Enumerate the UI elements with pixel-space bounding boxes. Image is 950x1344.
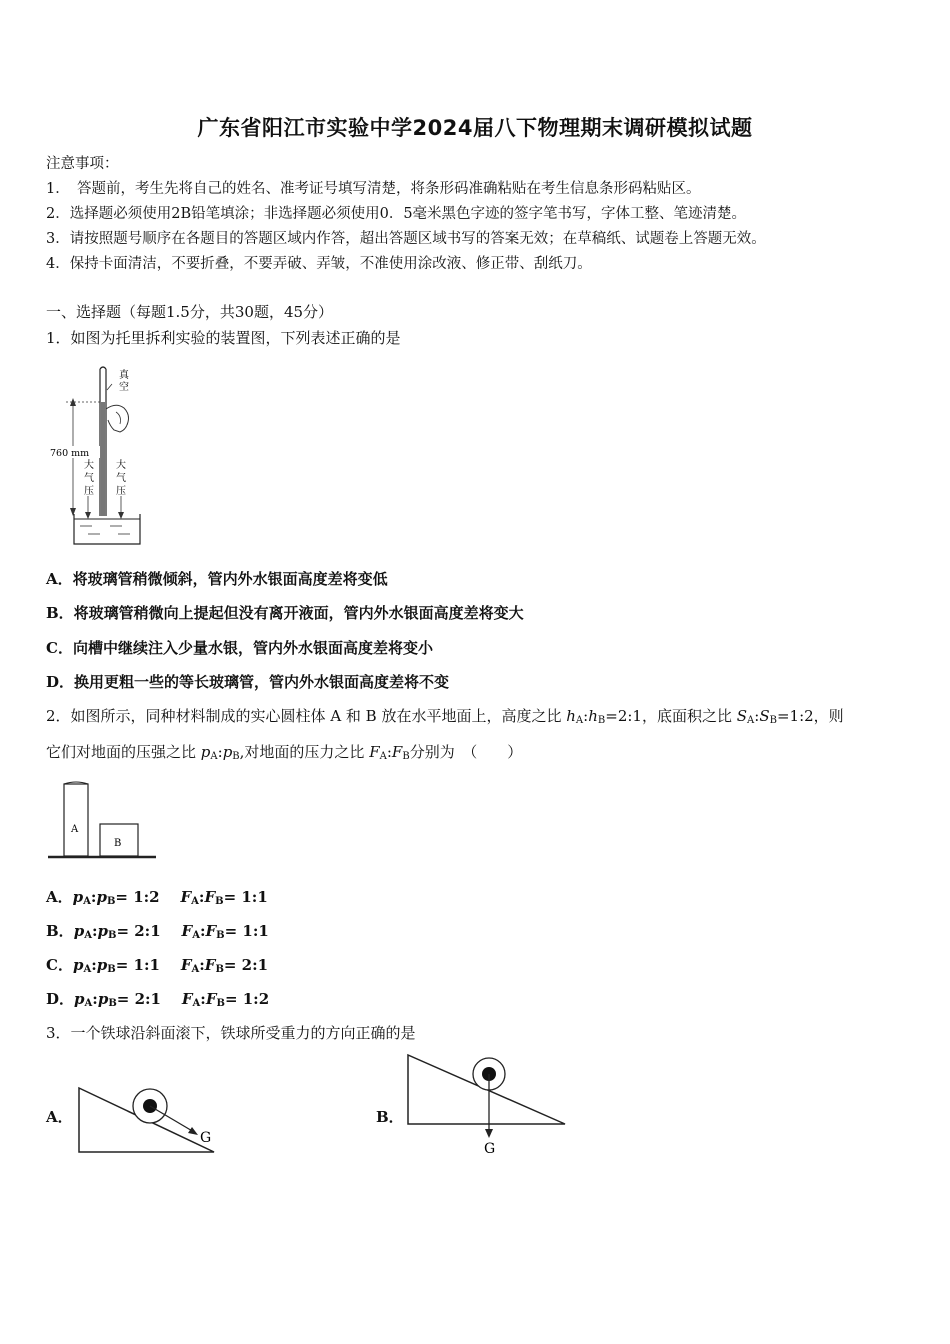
q1-atm-left-1: 大	[84, 460, 94, 471]
q1-atm-right-1: 大	[116, 460, 126, 471]
notice-item-2: 2．选择题必须使用2B铅笔填涂；非选择题必须使用0．5毫米黑色字迹的签字笔书写，字体工整、笔迹清楚。	[46, 206, 747, 222]
q2-option-c: C．$p_A:p_B=$ 1:1 $F_A:F_B=$ 2:1	[46, 956, 269, 975]
q2-label-b: B	[114, 838, 122, 849]
q1-atm-right-2: 气	[116, 473, 126, 484]
q1-atm-right-3: 压	[116, 486, 126, 497]
q1-stem: 1．如图为托里拆利实验的装置图，下列表述正确的是	[46, 329, 401, 347]
q1-atm-left-3: 压	[84, 486, 94, 497]
q3-b-g-label: G	[484, 1141, 496, 1157]
q3-option-a-label: A．	[46, 1108, 73, 1126]
q1-option-a: A．将玻璃管稍微倾斜，管内外水银面高度差将变低	[46, 570, 388, 588]
q2-label-a: A	[71, 824, 79, 835]
q3-stem: 3．一个铁球沿斜面滚下，铁球所受重力的方向正确的是	[46, 1024, 416, 1042]
q2-stem-line1: 2．如图所示，同种材料制成的实心圆柱体 A 和 B 放在水平地面上，高度之比 $h_A:h_B=2:1$，底面积之比 $S_A:S_B=1:2$，则	[46, 707, 844, 726]
page-title: 广东省阳江市实验中学2024届八下物理期末调研模拟试题	[197, 116, 753, 140]
q1-option-c: C．向槽中继续注入少量水银，管内外水银面高度差将变小	[46, 639, 433, 657]
q2-option-b: B．$p_A:p_B=$ 2:1 $F_A:F_B=$ 1:1	[46, 922, 269, 941]
notice-heading: 注意事项：	[46, 156, 119, 172]
notice-item-4: 4．保持卡面清洁，不要折叠，不要弄破、弄皱，不准使用涂改液、修正带、刮纸刀。	[46, 256, 592, 272]
q3-option-b-label: B．	[376, 1108, 404, 1126]
q1-option-b: B．将玻璃管稍微向上提起但没有离开液面，管内外水银面高度差将变大	[46, 604, 524, 622]
q2-option-a: A．$p_A:p_B=$ 1:2 $F_A:F_B=$ 1:1	[46, 888, 268, 907]
q1-label-kong: 空	[119, 382, 129, 393]
q1-option-d: D．换用更粗一些的等长玻璃管，管内外水银面高度差将不变	[46, 673, 450, 691]
q1-label-zhen: 真	[119, 370, 129, 381]
q1-height-label: 760 mm	[50, 448, 90, 459]
q1-atm-left-2: 气	[84, 473, 94, 484]
q3-a-g-label: G	[200, 1130, 212, 1146]
q3-option-a-figure	[76, 1080, 221, 1160]
q2-stem-line2: 它们对地面的压强之比 $p_A:p_B$,对地面的压力之比 $F_A:F_B$分别为 （ ）	[46, 743, 523, 762]
q1-torricelli-figure	[46, 364, 156, 549]
notice-item-3: 3．请按照题号顺序在各题目的答题区域内作答，超出答题区域书写的答案无效；在草稿纸、试题卷上答题无效。	[46, 231, 766, 247]
section-heading: 一、选择题（每题1.5分，共30题，45分）	[46, 303, 334, 321]
q2-cylinders-figure	[46, 780, 161, 865]
q3-option-b-figure	[403, 1050, 573, 1160]
q2-option-d: D．$p_A:p_B=$ 2:1 $F_A:F_B=$ 1:2	[46, 990, 270, 1009]
notice-item-1: 1． 答题前，考生先将自己的姓名、准考证号填写清楚，将条形码准确粘贴在考生信息条形码粘贴区。	[46, 181, 701, 197]
